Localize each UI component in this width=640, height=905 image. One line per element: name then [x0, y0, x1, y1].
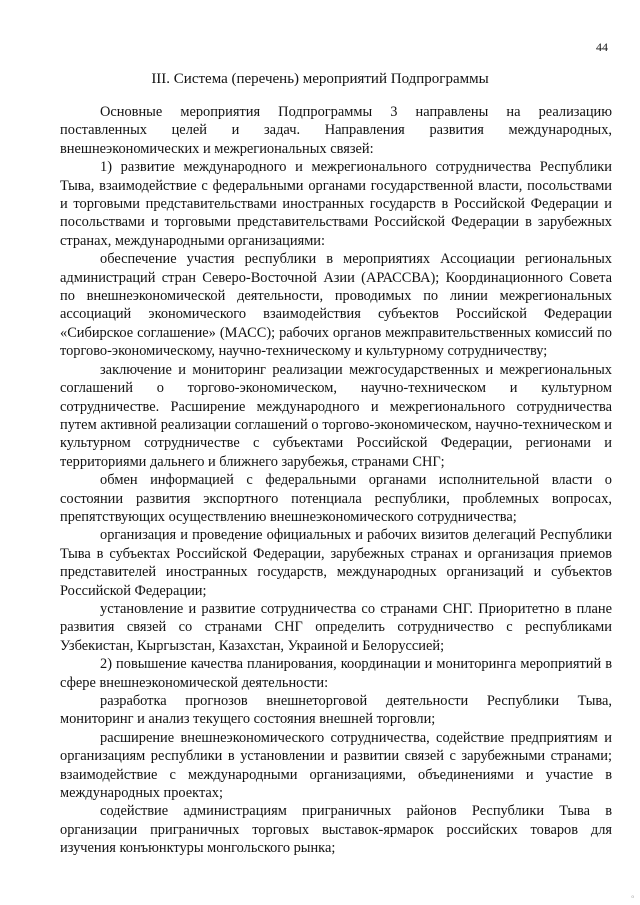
document-body [60, 103, 612, 858]
paragraph: содействие администрациям приграничных районов Республики Тыва в организации приграничных торговых выставок-ярмарок российских товаров для изучения конъюнктуры монгольского рынка; [60, 803, 612, 857]
paragraph: установление и развитие сотрудничества со странами СНГ. Приоритетно в плане развития связей со странами СНГ определить сотрудничество с республиками Узбекистан, Кыргызстан, Казахстан, Украиной и Белоруссией; [60, 600, 612, 654]
paragraph: разработка прогнозов внешнеторговой деятельности Республики Тыва, мониторинг и анализ текущего состояния внешней торговли; [60, 693, 612, 728]
paragraph: обеспечение участия республики в мероприятиях Ассоциации региональных администраций стран Северо-Восточной Азии (АРАССВА); Координационного Совета по внешнеэкономической деятельности, проводимых по линии межрегиональных ассоциаций экономического взаимодействия субъектов Российской Федерации «Сибирское соглашение» (МАСС); рабочих органов межправительственных комиссий по торгово-экономическому, научно-техническому и культурному сотрудничеству; [60, 251, 612, 360]
section-title: III. Система (перечень) мероприятий Подпрограммы [151, 71, 489, 87]
paragraph: расширение внешнеэкономического сотрудничества, содействие предприятиям и организациям республики в установлении и развитии связей с зарубежными странами; взаимодействие с международными организациями, объединениями и участие в международных проектах; [60, 729, 612, 802]
paragraph: обмен информацией с федеральными органами исполнительной власти о состоянии развития экспортного потенциала республики, проблемных вопросах, препятствующих осуществлению внешнеэкономического сотрудничества; [60, 472, 612, 525]
paragraph: заключение и мониторинг реализации межгосударственных и межрегиональных соглашений о торгово-экономическом, научно-техническом и культурном сотрудничестве. Расширение международного и межрегионального сотрудничества путем активной реализации соглашений о торгово-экономическом, научно-техническом и культурном сотрудничестве с субъектами Российской Федерации, регионами и территориями дальнего и ближнего зарубежья, странами СНГ; [60, 361, 612, 470]
paragraph: Основные мероприятия Подпрограммы 3 направлены на реализацию поставленных целей и задач. Направления развития международных, внешнеэкономических и межрегиональных связей: [60, 104, 612, 157]
paragraph: 2) повышение качества планирования, координации и мониторинга мероприятий в сфере внешнеэкономической деятельности: [60, 656, 612, 691]
paragraph: организация и проведение официальных и рабочих визитов делегаций Республики Тыва в субъектах Российской Федерации, зарубежных странах и организация приемов представителей иностранных государств, международных организаций и субъектов Российской Федерации; [60, 527, 612, 599]
page-number: 44 [596, 40, 608, 54]
paragraph: 1) развитие международного и межрегионального сотрудничества Республики Тыва, взаимодействие с федеральными органами государственной власти, посольствами и торговыми представительствами иностранных государств в Российской Федерации и посольствами и торговыми представительствами Российской Федерации в зарубежных странах, международными организациями: [60, 159, 612, 249]
scan-corner-mark: ₒ [631, 889, 634, 899]
